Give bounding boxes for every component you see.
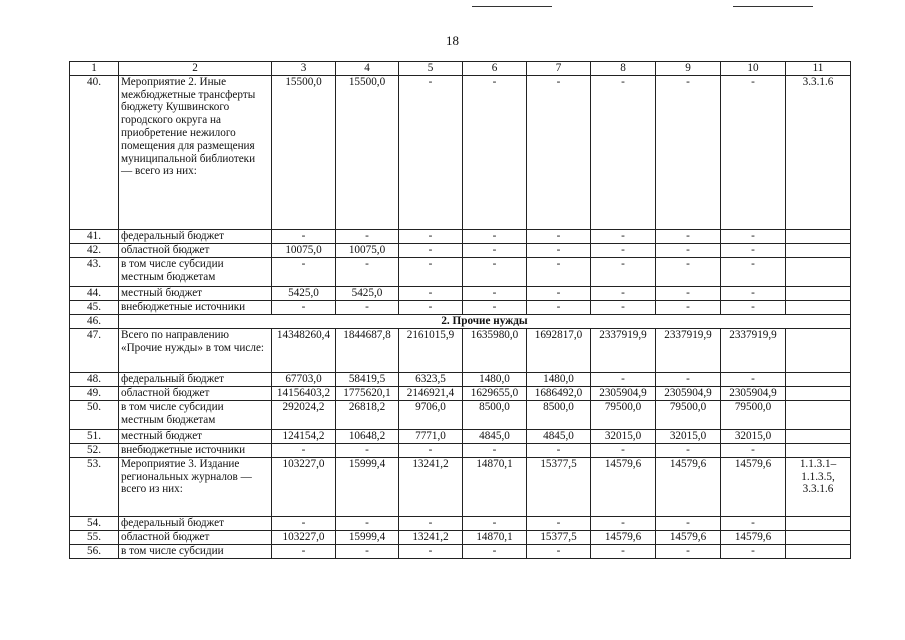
target-ref: 1.1.3.1–1.1.3.5, 3.3.1.6: [786, 457, 851, 516]
value-cell: -: [336, 229, 399, 243]
value-cell: -: [591, 300, 656, 314]
row-name: внебюджетные источники: [119, 300, 272, 314]
value-cell: 26818,2: [336, 400, 399, 429]
target-ref: [786, 328, 851, 372]
row-name: местный бюджет: [119, 429, 272, 443]
value-cell: 14870,1: [463, 530, 527, 544]
value-cell: 1844687,8: [336, 328, 399, 372]
value-cell: -: [463, 300, 527, 314]
table-row: [70, 457, 851, 516]
row-number: 48.: [70, 372, 119, 386]
header-cell: 7: [527, 62, 591, 76]
value-cell: -: [399, 443, 463, 457]
header-cell: 8: [591, 62, 656, 76]
row-name: Мероприятие 3. Издание региональных журналов — всего из них:: [119, 457, 272, 516]
row-name: федеральный бюджет: [119, 229, 272, 243]
value-cell: 2146921,4: [399, 386, 463, 400]
table-row: [70, 429, 851, 443]
value-cell: -: [463, 286, 527, 300]
value-cell: -: [463, 75, 527, 229]
table-row: [70, 400, 851, 429]
value-cell: 4845,0: [463, 429, 527, 443]
target-ref: [786, 386, 851, 400]
value-cell: -: [527, 229, 591, 243]
value-cell: -: [399, 544, 463, 558]
value-cell: -: [463, 443, 527, 457]
value-cell: -: [336, 443, 399, 457]
value-cell: 14579,6: [591, 457, 656, 516]
table-row: [70, 300, 851, 314]
value-cell: -: [336, 300, 399, 314]
value-cell: -: [399, 516, 463, 530]
row-number: 46.: [70, 314, 119, 328]
value-cell: -: [591, 229, 656, 243]
value-cell: 15999,4: [336, 457, 399, 516]
value-cell: -: [591, 243, 656, 257]
target-ref: [786, 300, 851, 314]
value-cell: 14348260,4: [272, 328, 336, 372]
value-cell: 2337919,9: [656, 328, 721, 372]
value-cell: 14156403,2: [272, 386, 336, 400]
target-ref: [786, 530, 851, 544]
table-row: [70, 372, 851, 386]
value-cell: 15999,4: [336, 530, 399, 544]
value-cell: -: [591, 286, 656, 300]
table-row: [70, 229, 851, 243]
table-row: [70, 530, 851, 544]
value-cell: 32015,0: [721, 429, 786, 443]
value-cell: -: [336, 257, 399, 286]
row-number: 56.: [70, 544, 119, 558]
value-cell: 15500,0: [272, 75, 336, 229]
target-ref: [786, 516, 851, 530]
value-cell: 2305904,9: [721, 386, 786, 400]
value-cell: 2161015,9: [399, 328, 463, 372]
value-cell: -: [463, 257, 527, 286]
top-rule-left: [472, 6, 552, 7]
row-name: областной бюджет: [119, 243, 272, 257]
row-name: внебюджетные источники: [119, 443, 272, 457]
target-ref: [786, 372, 851, 386]
value-cell: -: [399, 300, 463, 314]
row-number: 55.: [70, 530, 119, 544]
value-cell: 2337919,9: [721, 328, 786, 372]
target-ref: [786, 257, 851, 286]
value-cell: -: [591, 516, 656, 530]
target-ref: [786, 429, 851, 443]
target-ref: 3.3.1.6: [786, 75, 851, 229]
value-cell: 79500,0: [656, 400, 721, 429]
header-cell: 1: [70, 62, 119, 76]
value-cell: 6323,5: [399, 372, 463, 386]
header-cell: 4: [336, 62, 399, 76]
value-cell: 14579,6: [591, 530, 656, 544]
value-cell: 103227,0: [272, 457, 336, 516]
row-name: в том числе субсидии: [119, 544, 272, 558]
row-number: 52.: [70, 443, 119, 457]
row-number: 49.: [70, 386, 119, 400]
row-number: 45.: [70, 300, 119, 314]
value-cell: 1480,0: [527, 372, 591, 386]
row-name: местный бюджет: [119, 286, 272, 300]
row-number: 47.: [70, 328, 119, 372]
value-cell: -: [272, 544, 336, 558]
table-row: [70, 516, 851, 530]
value-cell: -: [527, 300, 591, 314]
value-cell: 2305904,9: [656, 386, 721, 400]
value-cell: -: [656, 516, 721, 530]
value-cell: -: [656, 300, 721, 314]
value-cell: 79500,0: [591, 400, 656, 429]
row-number: 50.: [70, 400, 119, 429]
row-number: 54.: [70, 516, 119, 530]
value-cell: -: [656, 229, 721, 243]
value-cell: -: [656, 75, 721, 229]
header-cell: 10: [721, 62, 786, 76]
table-header-row: [70, 62, 851, 76]
page-number: 18: [446, 33, 459, 48]
value-cell: -: [721, 372, 786, 386]
value-cell: 7771,0: [399, 429, 463, 443]
table-row: [70, 75, 851, 229]
value-cell: -: [656, 243, 721, 257]
value-cell: 8500,0: [463, 400, 527, 429]
header-cell: 6: [463, 62, 527, 76]
value-cell: -: [591, 544, 656, 558]
value-cell: -: [527, 544, 591, 558]
value-cell: 79500,0: [721, 400, 786, 429]
value-cell: 2337919,9: [591, 328, 656, 372]
value-cell: 32015,0: [591, 429, 656, 443]
row-name: федеральный бюджет: [119, 372, 272, 386]
row-number: 42.: [70, 243, 119, 257]
value-cell: -: [591, 372, 656, 386]
value-cell: 9706,0: [399, 400, 463, 429]
value-cell: 4845,0: [527, 429, 591, 443]
value-cell: -: [527, 257, 591, 286]
value-cell: -: [272, 300, 336, 314]
table-row: [70, 328, 851, 372]
value-cell: -: [721, 443, 786, 457]
value-cell: -: [399, 286, 463, 300]
value-cell: 8500,0: [527, 400, 591, 429]
value-cell: 5425,0: [336, 286, 399, 300]
value-cell: -: [463, 243, 527, 257]
header-cell: 3: [272, 62, 336, 76]
value-cell: -: [399, 75, 463, 229]
value-cell: 13241,2: [399, 530, 463, 544]
value-cell: 14579,6: [656, 457, 721, 516]
value-cell: 2305904,9: [591, 386, 656, 400]
value-cell: 10648,2: [336, 429, 399, 443]
row-name: областной бюджет: [119, 386, 272, 400]
value-cell: 14579,6: [656, 530, 721, 544]
table-row: [70, 443, 851, 457]
value-cell: -: [527, 75, 591, 229]
value-cell: -: [527, 516, 591, 530]
value-cell: 13241,2: [399, 457, 463, 516]
value-cell: -: [721, 300, 786, 314]
row-name: Всего по направлению «Прочие нужды» в том числе:: [119, 328, 272, 372]
value-cell: 5425,0: [272, 286, 336, 300]
row-name: Мероприятие 2. Иные межбюджетные трансферты бюджету Кушвинского городского округа на приобретение нежилого помещения для размещения муниципальной библиотеки — всего из них:: [119, 75, 272, 229]
table-row: [70, 544, 851, 558]
value-cell: 103227,0: [272, 530, 336, 544]
value-cell: 10075,0: [272, 243, 336, 257]
top-rule-right: [733, 6, 813, 7]
value-cell: -: [336, 544, 399, 558]
value-cell: -: [656, 443, 721, 457]
value-cell: -: [272, 257, 336, 286]
value-cell: -: [721, 544, 786, 558]
value-cell: -: [721, 257, 786, 286]
value-cell: 1480,0: [463, 372, 527, 386]
value-cell: -: [527, 443, 591, 457]
value-cell: 124154,2: [272, 429, 336, 443]
row-number: 51.: [70, 429, 119, 443]
value-cell: 1635980,0: [463, 328, 527, 372]
target-ref: [786, 443, 851, 457]
row-name: в том числе субсидии местным бюджетам: [119, 257, 272, 286]
target-ref: [786, 229, 851, 243]
value-cell: 32015,0: [656, 429, 721, 443]
row-number: 41.: [70, 229, 119, 243]
value-cell: -: [463, 516, 527, 530]
value-cell: 15377,5: [527, 530, 591, 544]
table-row: [70, 286, 851, 300]
value-cell: -: [656, 544, 721, 558]
header-cell: 9: [656, 62, 721, 76]
value-cell: 14579,6: [721, 457, 786, 516]
row-name: в том числе субсидии местным бюджетам: [119, 400, 272, 429]
value-cell: 1686492,0: [527, 386, 591, 400]
value-cell: -: [527, 286, 591, 300]
value-cell: -: [463, 229, 527, 243]
row-number: 43.: [70, 257, 119, 286]
value-cell: -: [272, 516, 336, 530]
value-cell: -: [591, 257, 656, 286]
header-cell: 5: [399, 62, 463, 76]
value-cell: 10075,0: [336, 243, 399, 257]
table-row: [70, 257, 851, 286]
value-cell: 14870,1: [463, 457, 527, 516]
header-cell: 2: [119, 62, 272, 76]
value-cell: 67703,0: [272, 372, 336, 386]
value-cell: -: [399, 257, 463, 286]
value-cell: -: [463, 544, 527, 558]
value-cell: 15377,5: [527, 457, 591, 516]
value-cell: -: [591, 443, 656, 457]
value-cell: 58419,5: [336, 372, 399, 386]
value-cell: -: [272, 229, 336, 243]
target-ref: [786, 544, 851, 558]
value-cell: 1775620,1: [336, 386, 399, 400]
row-name: областной бюджет: [119, 530, 272, 544]
value-cell: 1629655,0: [463, 386, 527, 400]
value-cell: -: [591, 75, 656, 229]
target-ref: [786, 286, 851, 300]
value-cell: -: [527, 243, 591, 257]
value-cell: -: [399, 243, 463, 257]
value-cell: -: [721, 286, 786, 300]
table-row: [70, 386, 851, 400]
value-cell: -: [656, 257, 721, 286]
value-cell: -: [721, 75, 786, 229]
section-title: 2. Прочие нужды: [119, 314, 851, 328]
value-cell: -: [656, 372, 721, 386]
value-cell: 1692817,0: [527, 328, 591, 372]
table-row: [70, 314, 851, 328]
value-cell: -: [721, 243, 786, 257]
row-number: 53.: [70, 457, 119, 516]
budget-table: [69, 61, 851, 559]
header-cell: 11: [786, 62, 851, 76]
value-cell: 292024,2: [272, 400, 336, 429]
target-ref: [786, 243, 851, 257]
target-ref: [786, 400, 851, 429]
row-number: 44.: [70, 286, 119, 300]
value-cell: -: [336, 516, 399, 530]
value-cell: -: [656, 286, 721, 300]
value-cell: -: [272, 443, 336, 457]
value-cell: 14579,6: [721, 530, 786, 544]
value-cell: 15500,0: [336, 75, 399, 229]
value-cell: -: [721, 229, 786, 243]
value-cell: -: [399, 229, 463, 243]
row-name: федеральный бюджет: [119, 516, 272, 530]
table-row: [70, 243, 851, 257]
value-cell: -: [721, 516, 786, 530]
row-number: 40.: [70, 75, 119, 229]
